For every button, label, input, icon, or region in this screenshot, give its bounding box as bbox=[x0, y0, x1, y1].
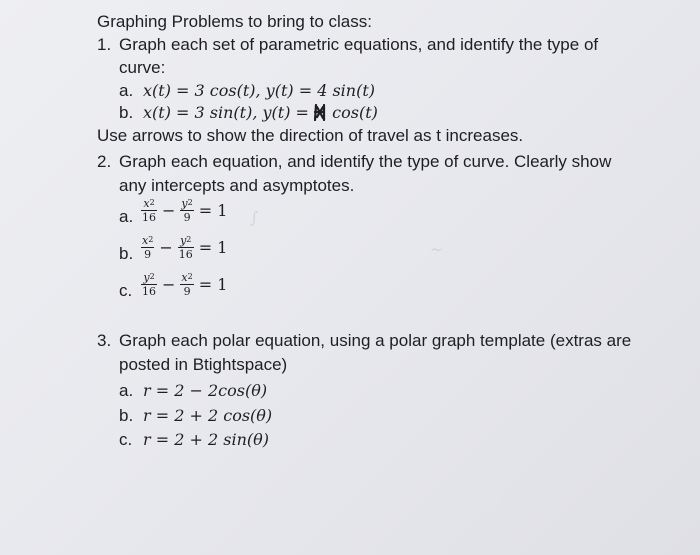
q2b-label: b. bbox=[119, 244, 134, 263]
q3-text-line1: Graph each polar equation, using a polar graph template (extras are bbox=[119, 331, 632, 350]
q2b-fraction-1: $\frac{x^2}{9}$ bbox=[142, 234, 154, 261]
q2c-fraction-1: $\frac{y^2}{16}$ bbox=[142, 271, 156, 298]
q2a-equation: $\frac{x^2}{16}$ − $\frac{y^2}{9}$ = 1 bbox=[142, 197, 228, 224]
q2c-fraction-2: $\frac{x^2}{9}$ bbox=[181, 271, 193, 298]
q1-number: 1. bbox=[97, 35, 112, 54]
q1b-equation-start: x(t) = 3 sin(t), y(t) = bbox=[143, 103, 309, 122]
q3a-label: a. bbox=[119, 381, 134, 400]
q2-text-line1: Graph each equation, and identify the type of curve. Clearly show bbox=[119, 152, 612, 171]
q2c-equation: $\frac{y^2}{16}$ − $\frac{x^2}{9}$ = 1 bbox=[142, 271, 228, 298]
handwritten-correction-icon bbox=[314, 104, 326, 121]
q1b-label: b. bbox=[119, 103, 134, 122]
q1b-equation bbox=[143, 103, 378, 123]
q3c-label: c. bbox=[119, 430, 133, 449]
q2b-equation: $\frac{x^2}{9}$ − $\frac{y^2}{16}$ = 1 bbox=[142, 234, 228, 261]
q1-text-line1: Graph each set of parametric equations, and identify the type of bbox=[119, 35, 599, 54]
bleed-through-mark: ~ bbox=[430, 240, 444, 259]
q3b-equation: r = 2 + 2 cos(θ) bbox=[143, 406, 273, 425]
q2-number: 2. bbox=[97, 152, 112, 171]
q2-text-line2: any intercepts and asymptotes. bbox=[119, 176, 355, 195]
q3a-equation: r = 2 − 2cos(θ) bbox=[143, 381, 268, 400]
worksheet-heading: Graphing Problems to bring to class: bbox=[97, 12, 372, 31]
q2a-label: a. bbox=[119, 207, 134, 226]
q3-text-line2: posted in Btightspace) bbox=[119, 355, 288, 374]
q2b-fraction-2: $\frac{y^2}{16}$ bbox=[178, 234, 193, 261]
q2a-fraction-1: $\frac{x^2}{16}$ bbox=[142, 197, 156, 224]
q1a-label: a. bbox=[119, 81, 134, 100]
q3-number: 3. bbox=[97, 331, 112, 350]
q1-note: Use arrows to show the direction of travel as t increases. bbox=[97, 126, 524, 145]
q1a-equation: x(t) = 3 cos(t), y(t) = 4 sin(t) bbox=[143, 81, 376, 100]
q3c-equation: r = 2 + 2 sin(θ) bbox=[143, 430, 269, 449]
bleed-through-mark: ∫ bbox=[250, 208, 259, 227]
q1b-equation-end: cos(t) bbox=[332, 103, 378, 122]
q1-text-line2: curve: bbox=[119, 58, 166, 77]
q3b-label: b. bbox=[119, 406, 134, 425]
q2a-fraction-2: $\frac{y^2}{9}$ bbox=[181, 197, 193, 224]
q2c-label: c. bbox=[119, 281, 133, 300]
